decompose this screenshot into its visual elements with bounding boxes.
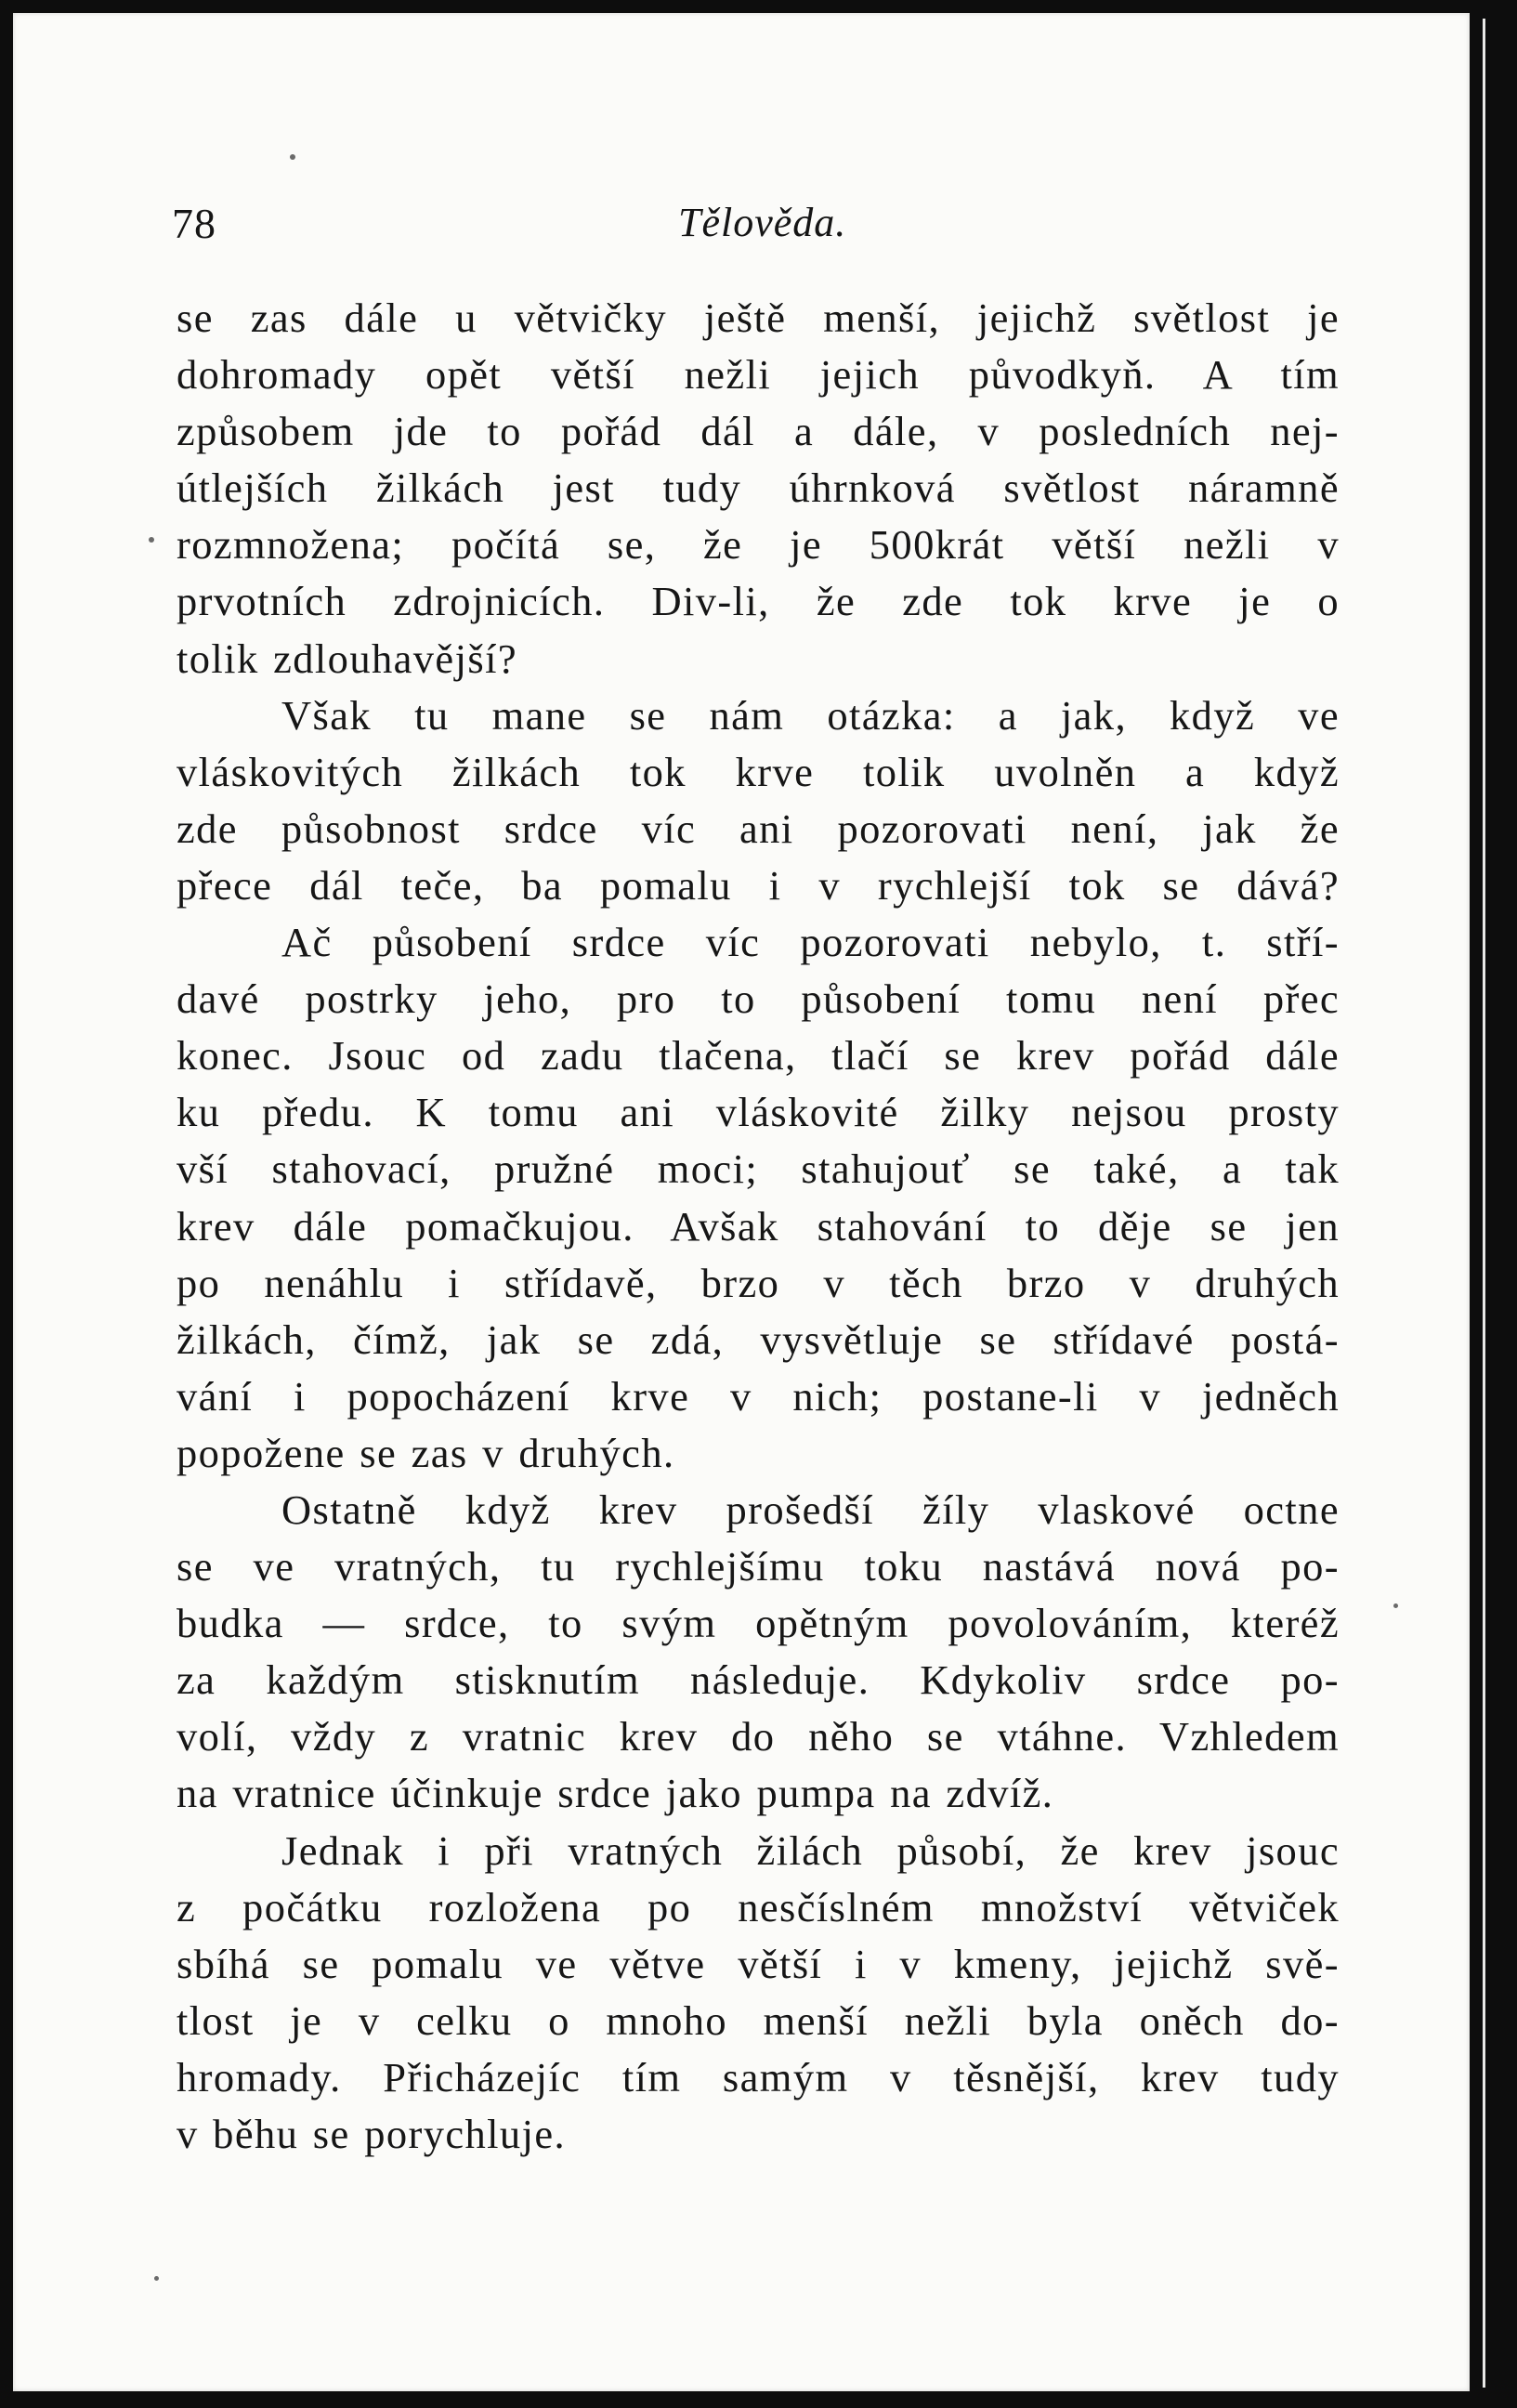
paragraph-3 <box>177 1482 1340 1823</box>
paragraph-4 <box>177 1823 1340 2164</box>
dust-speck <box>1393 1603 1398 1608</box>
text-line: po nenáhlu i střídavě, brzo v těch brzo v druhých <box>177 1259 1340 1306</box>
text-line: ku předu. K tomu ani vláskovité žilky nejsou prosty <box>177 1089 1340 1136</box>
text-line: přece dál teče, ba pomalu i v rychlejší tok se dává? <box>177 861 1340 909</box>
page-number: 78 <box>172 200 216 247</box>
text-line: popožene se zas v druhých. <box>177 1429 675 1476</box>
text-line: zde působnost srdce víc ani pozorovati není, jak že <box>177 805 1340 852</box>
text-line: rozmnožena; počítá se, že je 500krát větší nežli v <box>177 521 1340 569</box>
paragraph-2 <box>177 687 1340 1482</box>
text-line: tlost je v celku o mnoho menší nežli byla oněch do- <box>177 1996 1340 2044</box>
dust-speck <box>149 537 154 543</box>
text-line: se zas dále u větvičky ještě menší, jejichž světlost je <box>177 294 1340 341</box>
text-line: dohromady opět větší nežli jejich původkyň. A tím <box>177 351 1340 399</box>
text-line: volí, vždy z vratnic krev do něho se vtáhne. Vzhledem <box>177 1713 1340 1760</box>
text-line: davé postrky jeho, pro to působení tomu není přec <box>177 975 1340 1023</box>
text-line: žilkách, čímž, jak se zdá, vysvětluje se střídavé postá- <box>177 1315 1340 1363</box>
text-line: konec. Jsouc od zadu tlačena, tlačí se krev pořád dále <box>177 1032 1340 1080</box>
text-line: na vratnice účinkuje srdce jako pumpa na zdvíž. <box>177 1770 1054 1817</box>
text-line: prvotních zdrojnicích. Div-li, že zde tok krve je o <box>177 578 1340 625</box>
body-text <box>177 290 1340 2163</box>
text-line: krev dále pomačkujou. Avšak stahování to děje se jen <box>177 1202 1340 1250</box>
text-line: Ač působení srdce víc pozorovati nebylo, t. stří- <box>281 919 1340 966</box>
text-line: Jednak i při vratných žilách působí, že krev jsouc <box>281 1826 1340 1874</box>
text-line: způsobem jde to pořád dál a dále, v posledních nej- <box>177 408 1340 455</box>
text-line: za každým stisknutím následuje. Kdykoliv srdce po- <box>177 1656 1340 1704</box>
text-line: vláskovitých žilkách tok krve tolik uvolněn a když <box>177 748 1340 795</box>
text-line: se ve vratných, tu rychlejšímu toku nastává nová po- <box>177 1543 1340 1590</box>
text-line: tolik zdlouhavější? <box>177 635 517 682</box>
text-line: budka — srdce, to svým opětným povolováním, kteréž <box>177 1600 1340 1647</box>
dust-speck <box>154 2276 159 2281</box>
text-line: hromady. Přicházejíc tím samým v těsnější, krev tudy <box>177 2053 1340 2100</box>
running-header <box>172 199 1342 255</box>
text-line: vání i popocházení krve v nich; postane-li v jedněch <box>177 1372 1340 1420</box>
dust-speck <box>290 154 295 160</box>
text-line: v běhu se porychluje. <box>177 2111 567 2157</box>
text-line: Ostatně když krev prošedší žíly vlaskové octne <box>281 1485 1340 1533</box>
text-line: vší stahovací, pružné moci; stahujouť se také, a tak <box>177 1145 1340 1193</box>
paragraph-1 <box>177 290 1340 687</box>
text-line: útlejších žilkách jest tudy úhrnková světlost náramně <box>177 465 1340 512</box>
running-title: Tělověda. <box>678 200 847 245</box>
text-line: sbíhá se pomalu ve větve větší i v kmeny, jejichž svě- <box>177 1940 1340 1987</box>
text-line: Však tu mane se nám otázka: a jak, když ve <box>281 691 1340 739</box>
adjacent-page-edge <box>1483 19 1485 2388</box>
text-line: z počátku rozložena po nesčíslném množství větviček <box>177 1883 1340 1930</box>
